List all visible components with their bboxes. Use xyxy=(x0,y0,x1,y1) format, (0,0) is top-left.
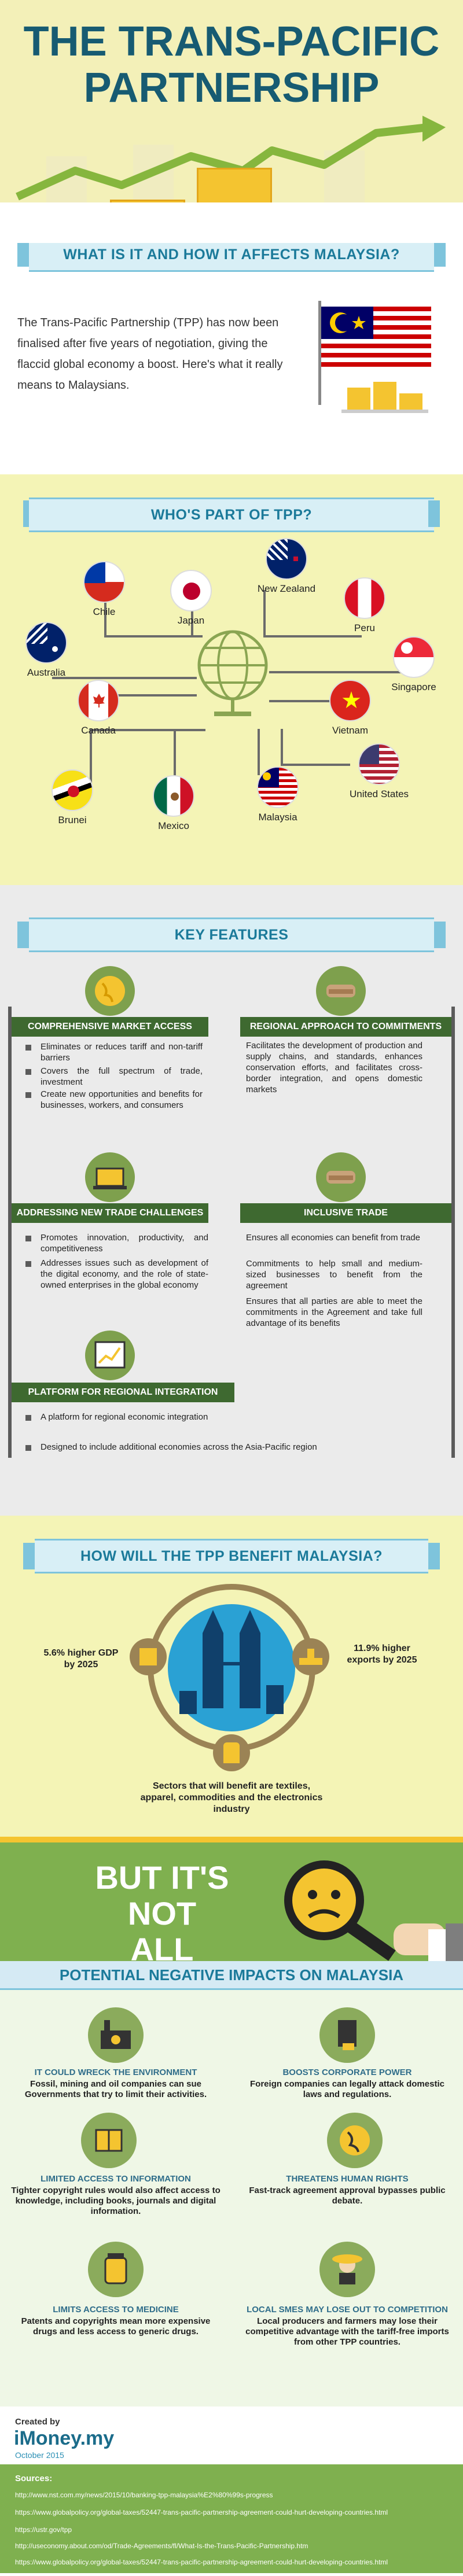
feature-point: Create new opportunities and benefits for businesses, workers, and consumers xyxy=(41,1089,203,1111)
features-heading: KEY FEATURES xyxy=(174,927,289,943)
feature-point: A platform for regional economic integration xyxy=(41,1412,388,1422)
member-australia: Australia xyxy=(12,622,81,679)
benefit-section xyxy=(0,1516,463,1837)
intro-text: The Trans-Pacific Partnership (TPP) has now been finalised after five years of negotiation, giving the flaccid global economy a boost. Here's what it really means to Malaysians. xyxy=(17,316,283,392)
sectors-text: Sectors that will benefit are textiles, apparel, commodities and the electronics industry xyxy=(140,1781,323,1814)
credit-section xyxy=(0,2407,463,2464)
feature-title-market-access: COMPREHENSIVE MARKET ACCESS xyxy=(12,1017,208,1037)
impact-title-human-rights: THREATENS HUMAN RIGHTS xyxy=(286,2174,409,2184)
singapore-flag-icon xyxy=(393,636,435,678)
globe-icon xyxy=(327,2113,383,2168)
feature-title-inclusive-trade: INCLUSIVE TRADE xyxy=(240,1203,451,1223)
member-japan: Japan xyxy=(156,570,226,627)
source-link[interactable]: http://useconomy.about.com/od/Trade-Agreements/fl/What-Is-the-Trans-Pacific-Partnership.htm xyxy=(15,2542,308,2550)
sources-section xyxy=(0,2464,463,2573)
peru-flag-icon xyxy=(344,577,385,619)
features-section xyxy=(0,885,463,1516)
member-chile: Chile xyxy=(69,561,139,618)
benefit-heading: HOW WILL THE TPP BENEFIT MALAYSIA? xyxy=(80,1548,383,1564)
intro-heading: WHAT IS IT AND HOW IT AFFECTS MALAYSIA? xyxy=(63,246,400,263)
japan-flag-icon xyxy=(170,570,212,611)
impact-title-environment: IT COULD WRECK THE ENVIRONMENT xyxy=(34,2068,197,2077)
factory-icon xyxy=(88,2007,144,2063)
member-canada: Canada xyxy=(64,680,133,736)
feature-point: Eliminates or reduces tariff and non-tariff barriers xyxy=(41,1041,203,1063)
skyline-icon xyxy=(168,1604,295,1731)
impact-text: Patents and copyrights mean more expensive drugs and less access to generic drugs. xyxy=(21,2316,211,2337)
members-heading: WHO'S PART OF TPP? xyxy=(150,507,313,523)
features-banner xyxy=(29,917,434,952)
globe-icon xyxy=(191,625,278,723)
document-icon xyxy=(319,2007,375,2063)
source-link[interactable]: https://www.globalpolicy.org/global-taxes/52447-trans-pacific-partnership-agreement-could-hurt-developing-countries.html xyxy=(15,2508,388,2516)
feature-title-new-trade-challenges: ADDRESSING NEW TRADE CHALLENGES xyxy=(12,1203,208,1223)
member-singapore: Singapore xyxy=(379,636,449,693)
canada-flag-icon xyxy=(78,680,119,721)
feature-point: Ensures that all parties are able to meet the commitments in the Agreement and take full advantage of its benefits xyxy=(246,1296,422,1328)
not-all-good-section xyxy=(0,1837,463,1961)
new-zealand-flag-icon xyxy=(266,538,307,580)
feature-point: Commitments to help small and medium-sized businesses to benefit from the agreement xyxy=(246,1259,422,1291)
member-brunei: Brunei xyxy=(38,769,107,826)
member-new-zealand: New Zealand xyxy=(252,538,321,595)
member-vietnam: Vietnam xyxy=(315,680,385,736)
impact-text: Local producers and farmers may lose their competitive advantage with the tariff-free imports from other TPP countries. xyxy=(245,2316,449,2347)
benefit-banner xyxy=(35,1539,428,1573)
growth-chart-icon xyxy=(85,1331,135,1380)
sectors-icon xyxy=(213,1734,250,1771)
impact-title-smes: LOCAL SMES MAY LOSE OUT TO COMPETITION xyxy=(247,2305,448,2315)
farmer-icon xyxy=(319,2242,375,2297)
hero-section xyxy=(0,0,463,243)
members-section xyxy=(0,474,463,885)
impact-title-information: LIMITED ACCESS TO INFORMATION xyxy=(41,2174,191,2184)
member-mexico: Mexico xyxy=(139,775,208,832)
page-title: THE TRANS-PACIFIC PARTNERSHIP xyxy=(23,19,440,111)
brand-logo: iMoney.my xyxy=(14,2427,115,2449)
brunei-flag-icon xyxy=(52,769,93,811)
feature-point: Designed to include additional economies across the Asia-Pacific region xyxy=(41,1442,388,1453)
malaysia-flag-icon xyxy=(257,766,299,808)
mexico-flag-icon xyxy=(153,775,194,817)
exports-stat: 11.9% higher exports by 2025 xyxy=(347,1643,417,1665)
book-icon xyxy=(81,2113,137,2168)
members-banner xyxy=(29,497,434,532)
chile-flag-icon xyxy=(83,561,125,603)
impact-text: Fossil, mining and oil companies can sue Governments that try to limit their activities. xyxy=(24,2079,207,2099)
negative-heading: POTENTIAL NEGATIVE IMPACTS ON MALAYSIA xyxy=(59,1966,404,1984)
intro-banner xyxy=(29,243,434,272)
malaysia-flag-icon xyxy=(313,301,440,417)
devices-icon xyxy=(85,1152,135,1202)
intro-section xyxy=(0,243,463,474)
impact-text: Tighter copyright rules would also affect access to knowledge, including books, journals and digital information. xyxy=(11,2186,221,2216)
sources-label: Sources: xyxy=(15,2474,53,2483)
globe-icon xyxy=(85,966,135,1016)
united-states-flag-icon xyxy=(358,743,400,785)
source-link[interactable]: http://www.nst.com.my/news/2015/10/banking-tpp-malaysia%E2%80%99s-progress xyxy=(15,2491,273,2499)
impact-text: Foreign companies can legally attack domestic laws and regulations. xyxy=(250,2079,444,2099)
member-peru: Peru xyxy=(330,577,399,634)
feature-point: Ensures all economies can benefit from trade xyxy=(246,1233,420,1243)
feature-point: Covers the full spectrum of trade, investment xyxy=(41,1066,203,1088)
impact-title-corporate-power: BOOSTS CORPORATE POWER xyxy=(282,2068,412,2077)
member-united-states: United States xyxy=(344,743,414,800)
medicine-icon xyxy=(88,2242,144,2297)
australia-flag-icon xyxy=(25,622,67,664)
negative-banner xyxy=(0,1961,463,1990)
member-malaysia: Malaysia xyxy=(243,766,313,823)
feature-title-regional-approach: REGIONAL APPROACH TO COMMITMENTS xyxy=(240,1017,451,1037)
feature-point: Facilitates the development of production and supply chains, and standards, enhances conservation efforts, and facilitates cross-border integration, and opens domestic markets xyxy=(246,1041,422,1094)
created-by-label: Created by xyxy=(15,2417,60,2427)
impact-title-medicine: LIMITS ACCESS TO MEDICINE xyxy=(53,2305,179,2315)
box-icon xyxy=(130,1638,167,1675)
vietnam-flag-icon xyxy=(329,680,371,721)
source-link[interactable]: https://ustr.gov/tpp xyxy=(15,2526,72,2534)
credit-date: October 2015 xyxy=(15,2450,64,2460)
feature-point: Addresses issues such as development of the digital economy, and the role of state-owned enterprises in the global economy xyxy=(41,1258,208,1291)
source-link[interactable]: https://www.globalpolicy.org/global-taxes/52447-trans-pacific-partnership-agreement-could-hurt-developing-countries.html xyxy=(15,2558,388,2566)
feature-title-regional-integration: PLATFORM FOR REGIONAL INTEGRATION xyxy=(12,1383,234,1402)
handshake-icon xyxy=(316,1152,366,1202)
negative-section xyxy=(0,1961,463,2407)
handshake-icon xyxy=(316,966,366,1016)
impact-text: Fast-track agreement approval bypasses public debate. xyxy=(249,2186,446,2206)
not-all-good-heading: BUT IT'S NOT ALL xyxy=(95,1859,229,1961)
ship-icon xyxy=(292,1638,329,1675)
feature-point: Promotes innovation, productivity, and competitiveness xyxy=(41,1232,208,1254)
magnifier-icon xyxy=(272,1854,463,1961)
gdp-stat: 5.6% higher GDP by 2025 xyxy=(43,1648,119,1670)
